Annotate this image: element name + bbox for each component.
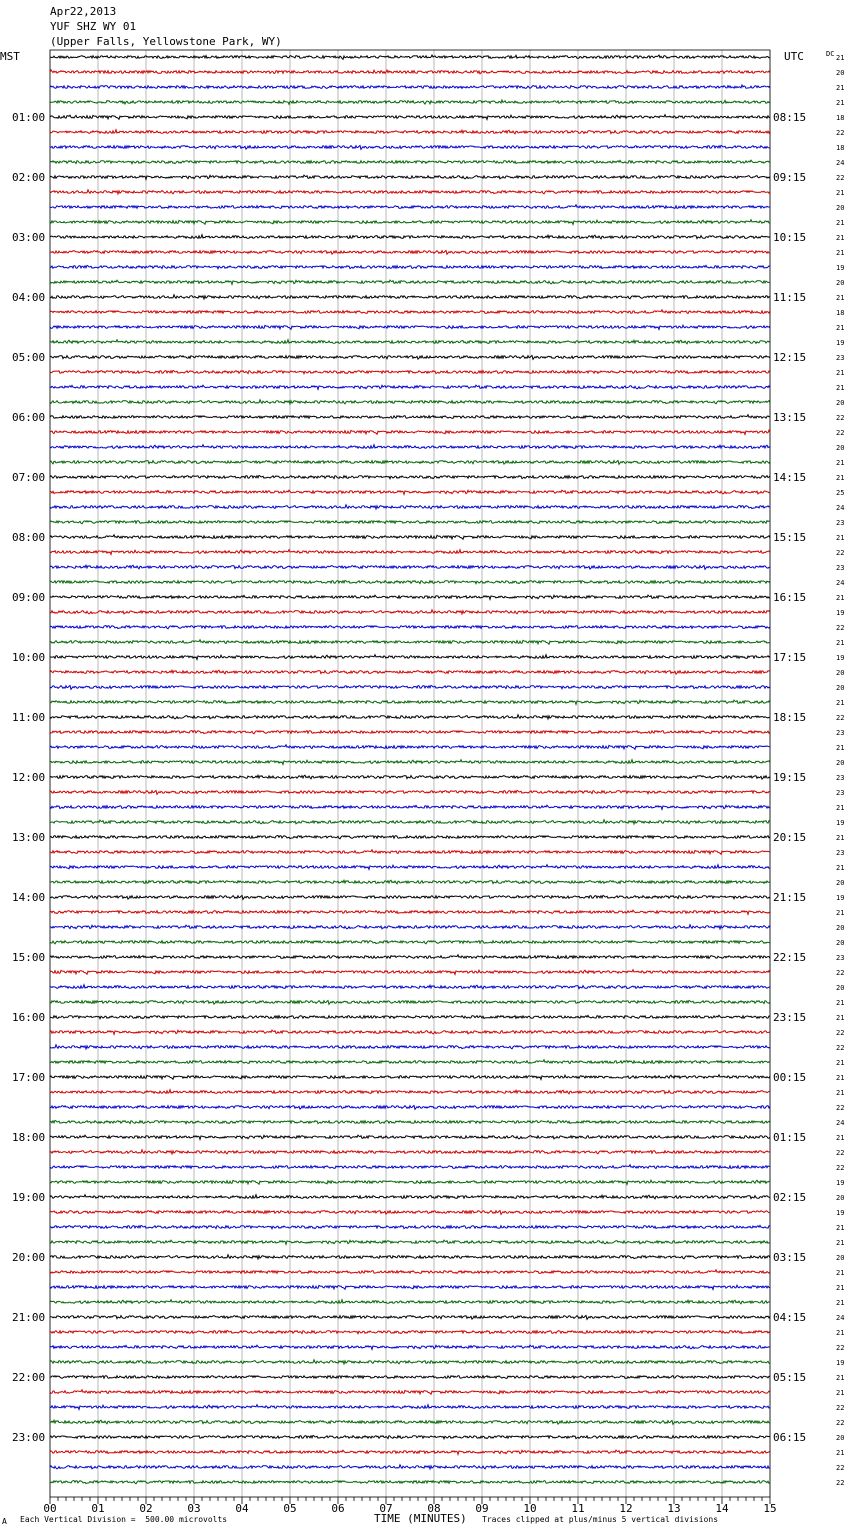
- seismic-trace: [50, 265, 770, 268]
- right-hour-label: 19:15: [773, 771, 807, 784]
- seismic-trace: [50, 430, 770, 434]
- right-hour-label: 09:15: [773, 171, 807, 184]
- seismic-trace: [50, 836, 770, 839]
- dc-offset-label: 22: [836, 129, 845, 137]
- seismic-trace: [50, 280, 770, 284]
- dc-offset-label: 21: [836, 1284, 845, 1292]
- seismic-trace: [50, 550, 770, 555]
- dc-offset-label: 21: [836, 639, 845, 647]
- seismic-trace: [50, 1015, 770, 1019]
- station-code: YUF SHZ WY 01: [50, 20, 137, 33]
- dc-offset-label: 19: [836, 609, 845, 617]
- seismic-trace: [50, 295, 770, 299]
- seismic-trace: [50, 895, 770, 899]
- dc-offset-label: 21: [836, 99, 845, 107]
- x-tick-label: 04: [235, 1502, 249, 1515]
- dc-offset-label: 21: [836, 234, 845, 242]
- seismic-trace: [50, 205, 770, 209]
- dc-offset-label: 21: [836, 189, 845, 197]
- dc-offset-label: 20: [836, 279, 845, 287]
- right-hour-label: 17:15: [773, 651, 807, 664]
- seismic-trace: [50, 1270, 770, 1274]
- dc-offset-label: 18: [836, 309, 845, 317]
- right-hour-label: 01:15: [773, 1131, 807, 1144]
- dc-offset-label: 23: [836, 519, 845, 527]
- dc-offset-label: 22: [836, 1149, 845, 1157]
- seismic-trace: [50, 70, 770, 74]
- station-location: (Upper Falls, Yellowstone Park, WY): [50, 35, 282, 48]
- seismic-trace: [50, 1360, 770, 1364]
- dc-offset-label: 22: [836, 1404, 845, 1412]
- dc-offset-label: 21: [836, 1239, 845, 1247]
- dc-offset-label: 20: [836, 444, 845, 452]
- dc-offset-label: 18: [836, 114, 845, 122]
- dc-offset-label: 19: [836, 894, 845, 902]
- left-hour-label: 11:00: [12, 711, 46, 724]
- right-hour-label: 11:15: [773, 291, 807, 304]
- seismic-trace: [50, 850, 770, 855]
- seismic-trace: [50, 1211, 770, 1215]
- seismic-trace: [50, 251, 770, 255]
- dc-offset-label: 21: [836, 699, 845, 707]
- dc-offset-label: 24: [836, 1119, 845, 1127]
- left-hour-label: 09:00: [12, 591, 46, 604]
- seismic-trace: [50, 1330, 770, 1333]
- dc-offset-label: 22: [836, 1344, 845, 1352]
- dc-offset-label: 20: [836, 759, 845, 767]
- seismic-trace: [50, 1195, 770, 1199]
- left-hour-label: 02:00: [12, 171, 46, 184]
- seismic-trace: [50, 1045, 770, 1049]
- seismic-trace: [50, 820, 770, 824]
- x-tick-label: 12: [619, 1502, 633, 1515]
- right-hour-label: 18:15: [773, 711, 807, 724]
- seismic-trace: [50, 175, 770, 179]
- left-hour-label: 15:00: [12, 951, 46, 964]
- dc-offset-label: 21: [836, 294, 845, 302]
- dc-offset-label: 21: [836, 54, 845, 62]
- dc-offset-label: 20: [836, 1434, 845, 1442]
- dc-offset-label: 21: [836, 909, 845, 917]
- dc-offset-label: 21: [836, 1074, 845, 1082]
- dc-offset-label: 20: [836, 69, 845, 77]
- right-hour-label: 23:15: [773, 1011, 807, 1024]
- x-tick-label: 00: [43, 1502, 57, 1515]
- dc-offset-label: 21: [836, 1374, 845, 1382]
- seismic-trace: [50, 685, 770, 689]
- seismic-trace: [50, 400, 770, 404]
- x-tick-label: 09: [475, 1502, 489, 1515]
- dc-offset-label: 21: [836, 534, 845, 542]
- x-tick-label: 06: [331, 1502, 345, 1515]
- seismic-trace: [50, 535, 770, 540]
- seismic-trace: [50, 445, 770, 449]
- dc-offset-label: 21: [836, 1449, 845, 1457]
- dc-offset-label: 20: [836, 1194, 845, 1202]
- right-hour-label: 06:15: [773, 1431, 807, 1444]
- seismic-trace: [50, 970, 770, 975]
- seismic-trace: [50, 1465, 770, 1469]
- left-hour-label: 01:00: [12, 111, 46, 124]
- seismic-trace: [50, 1450, 770, 1454]
- seismic-trace: [50, 475, 770, 478]
- right-hour-label: 12:15: [773, 351, 807, 364]
- left-timezone-label: MST: [0, 50, 20, 63]
- seismic-trace: [50, 310, 770, 314]
- right-hour-label: 03:15: [773, 1251, 807, 1264]
- x-tick-label: 10: [523, 1502, 537, 1515]
- seismic-trace: [50, 941, 770, 944]
- left-hour-label: 17:00: [12, 1071, 46, 1084]
- seismic-trace: [50, 880, 770, 884]
- footer-mark: A: [2, 1517, 7, 1526]
- dc-offset-label: 21: [836, 1269, 845, 1277]
- dc-offset-label: 18: [836, 144, 845, 152]
- x-axis-title: TIME (MINUTES): [374, 1512, 467, 1525]
- dc-offset-label: 19: [836, 339, 845, 347]
- left-hour-label: 14:00: [12, 891, 46, 904]
- seismic-trace: [50, 235, 770, 239]
- dc-offset-label: 21: [836, 1089, 845, 1097]
- dc-offset-label: 21: [836, 459, 845, 467]
- dc-offset-label: 21: [836, 1224, 845, 1232]
- seismic-trace: [50, 130, 770, 134]
- dc-offset-label: 21: [836, 474, 845, 482]
- dc-offset-label: 22: [836, 174, 845, 182]
- left-hour-label: 10:00: [12, 651, 46, 664]
- seismic-trace: [50, 190, 770, 194]
- seismic-trace: [50, 370, 770, 373]
- seismic-trace: [50, 1135, 770, 1139]
- dc-offset-label: 21: [836, 1059, 845, 1067]
- dc-offset-label: 21: [836, 369, 845, 377]
- dc-offset-label: 22: [836, 1419, 845, 1427]
- seismic-trace: [50, 731, 770, 734]
- dc-offset-label: 22: [836, 969, 845, 977]
- dc-offset-label: 23: [836, 564, 845, 572]
- seismic-trace: [50, 1075, 770, 1080]
- dc-offset-label: 19: [836, 1179, 845, 1187]
- dc-offset-label: 23: [836, 774, 845, 782]
- x-tick-label: 01: [91, 1502, 105, 1515]
- dc-offset-label: 23: [836, 789, 845, 797]
- seismic-trace: [50, 100, 770, 104]
- dc-offset-label: 20: [836, 669, 845, 677]
- left-hour-label: 19:00: [12, 1191, 46, 1204]
- seismic-trace: [50, 325, 770, 329]
- dc-offset-label: 22: [836, 1104, 845, 1112]
- dc-offset-label: 20: [836, 204, 845, 212]
- dc-offset-label: 22: [836, 414, 845, 422]
- seismic-trace: [50, 220, 770, 225]
- dc-offset-label: 19: [836, 654, 845, 662]
- dc-offset-label: 21: [836, 1014, 845, 1022]
- dc-offset-label: 21: [836, 1389, 845, 1397]
- dc-offset-label: 24: [836, 159, 845, 167]
- dc-offset-label: 20: [836, 924, 845, 932]
- dc-offset-label: 21: [836, 1134, 845, 1142]
- seismic-trace: [50, 385, 770, 389]
- seismic-trace: [50, 745, 770, 750]
- seismic-trace: [50, 1390, 770, 1395]
- dc-offset-label: 21: [836, 1299, 845, 1307]
- x-tick-label: 05: [283, 1502, 297, 1515]
- clip-note: Traces clipped at plus/minus 5 vertical divisions: [482, 1515, 719, 1524]
- seismic-trace: [50, 340, 770, 344]
- dc-offset-label: 22: [836, 1479, 845, 1487]
- right-hour-label: 14:15: [773, 471, 807, 484]
- dc-offset-label: 23: [836, 849, 845, 857]
- seismic-trace: [50, 1106, 770, 1110]
- seismic-trace: [50, 415, 770, 419]
- seismic-trace: [50, 160, 770, 164]
- dc-offset-label: 20: [836, 399, 845, 407]
- seismic-trace: [50, 715, 770, 719]
- right-hour-label: 15:15: [773, 531, 807, 544]
- left-hour-label: 20:00: [12, 1251, 46, 1264]
- seismic-trace: [50, 925, 770, 929]
- dc-offset-label: 24: [836, 579, 845, 587]
- dc-offset-label: 21: [836, 744, 845, 752]
- x-tick-label: 07: [379, 1502, 393, 1515]
- dc-offset-label: 20: [836, 984, 845, 992]
- left-hour-label: 13:00: [12, 831, 46, 844]
- seismic-trace: [50, 1300, 770, 1304]
- seismic-trace: [50, 1255, 770, 1259]
- dc-offset-label: 22: [836, 1464, 845, 1472]
- seismic-trace: [50, 1240, 770, 1244]
- left-hour-label: 16:00: [12, 1011, 46, 1024]
- seismic-trace: [50, 1285, 770, 1289]
- dc-offset-label: 19: [836, 1209, 845, 1217]
- seismic-trace: [50, 461, 770, 465]
- seismic-trace: [50, 910, 770, 914]
- dc-offset-label: 19: [836, 1359, 845, 1367]
- right-hour-label: 10:15: [773, 231, 807, 244]
- seismic-trace: [50, 1030, 770, 1034]
- dc-offset-label: 21: [836, 219, 845, 227]
- dc-offset-label: 22: [836, 1029, 845, 1037]
- dc-offset-label: 21: [836, 384, 845, 392]
- seismic-trace: [50, 356, 770, 360]
- seismic-trace: [50, 565, 770, 569]
- dc-offset-label: 22: [836, 429, 845, 437]
- vertical-scale-note: Each Vertical Division = 500.00 microvolts: [20, 1515, 228, 1524]
- x-tick-label: 08: [427, 1502, 441, 1515]
- right-hour-label: 04:15: [773, 1311, 807, 1324]
- seismic-trace: [50, 610, 770, 614]
- dc-offset-label: 22: [836, 1164, 845, 1172]
- dc-offset-label: 19: [836, 819, 845, 827]
- left-hour-label: 06:00: [12, 411, 46, 424]
- seismic-trace: [50, 626, 770, 629]
- right-timezone-label: UTC: [784, 50, 804, 63]
- x-tick-label: 14: [715, 1502, 729, 1515]
- dc-offset-label: 20: [836, 879, 845, 887]
- dc-offset-label: 23: [836, 354, 845, 362]
- dc-offset-label: 21: [836, 84, 845, 92]
- right-hour-label: 08:15: [773, 111, 807, 124]
- left-hour-label: 12:00: [12, 771, 46, 784]
- seismic-trace: [50, 1120, 770, 1123]
- left-hour-label: 03:00: [12, 231, 46, 244]
- x-tick-label: 03: [187, 1502, 201, 1515]
- seismic-trace: [50, 1376, 770, 1379]
- seismic-trace: [50, 1345, 770, 1349]
- dc-offset-label: 22: [836, 1044, 845, 1052]
- x-tick-label: 13: [667, 1502, 681, 1515]
- left-hour-label: 08:00: [12, 531, 46, 544]
- dc-header-label: DC: [826, 50, 835, 58]
- right-hour-label: 22:15: [773, 951, 807, 964]
- dc-offset-label: 23: [836, 729, 845, 737]
- dc-offset-label: 22: [836, 549, 845, 557]
- left-hour-label: 18:00: [12, 1131, 46, 1144]
- right-hour-label: 16:15: [773, 591, 807, 604]
- dc-offset-label: 21: [836, 804, 845, 812]
- seismic-trace: [50, 1000, 770, 1004]
- seismic-trace: [50, 1060, 770, 1064]
- seismic-trace: [50, 805, 770, 809]
- seismic-trace: [50, 1405, 770, 1410]
- seismic-trace: [50, 670, 770, 674]
- seismic-trace: [50, 1165, 770, 1169]
- left-hour-label: 04:00: [12, 291, 46, 304]
- left-hour-label: 07:00: [12, 471, 46, 484]
- dc-offset-label: 20: [836, 939, 845, 947]
- dc-offset-label: 22: [836, 624, 845, 632]
- seismic-trace: [50, 1090, 770, 1094]
- seismic-trace: [50, 1420, 770, 1424]
- seismic-trace: [50, 521, 770, 524]
- seismic-trace: [50, 760, 770, 765]
- dc-offset-label: 24: [836, 1314, 845, 1322]
- seismic-trace: [50, 865, 770, 870]
- seismic-trace: [50, 145, 770, 149]
- left-hour-label: 05:00: [12, 351, 46, 364]
- left-hour-label: 23:00: [12, 1431, 46, 1444]
- seismic-trace: [50, 985, 770, 989]
- seismic-trace: [50, 1435, 770, 1438]
- dc-offset-label: 24: [836, 504, 845, 512]
- right-hour-label: 20:15: [773, 831, 807, 844]
- dc-offset-label: 21: [836, 834, 845, 842]
- seismic-trace: [50, 1150, 770, 1154]
- dc-offset-label: 21: [836, 864, 845, 872]
- left-hour-label: 21:00: [12, 1311, 46, 1324]
- dc-offset-label: 25: [836, 489, 845, 497]
- seismic-trace: [50, 55, 770, 59]
- right-hour-label: 00:15: [773, 1071, 807, 1084]
- plot-date: Apr22,2013: [50, 5, 117, 18]
- dc-offset-label: 19: [836, 264, 845, 272]
- x-tick-label: 15: [763, 1502, 777, 1515]
- seismic-trace: [50, 595, 770, 599]
- seismic-trace: [50, 640, 770, 645]
- right-hour-label: 05:15: [773, 1371, 807, 1384]
- seismic-trace: [50, 1225, 770, 1228]
- seismic-trace: [50, 580, 770, 583]
- dc-offset-label: 22: [836, 714, 845, 722]
- right-hour-label: 21:15: [773, 891, 807, 904]
- seismic-trace: [50, 1180, 770, 1184]
- seismic-trace: [50, 955, 770, 959]
- right-hour-label: 13:15: [773, 411, 807, 424]
- seismic-trace: [50, 775, 770, 779]
- dc-offset-label: 21: [836, 999, 845, 1007]
- dc-offset-label: 20: [836, 1254, 845, 1262]
- seismic-trace: [50, 700, 770, 704]
- dc-offset-label: 21: [836, 1329, 845, 1337]
- right-hour-label: 02:15: [773, 1191, 807, 1204]
- seismic-trace: [50, 115, 770, 120]
- seismic-trace: [50, 1481, 770, 1484]
- left-hour-label: 22:00: [12, 1371, 46, 1384]
- dc-offset-label: 21: [836, 594, 845, 602]
- seismic-trace: [50, 505, 770, 509]
- seismic-trace: [50, 655, 770, 660]
- x-tick-label: 11: [571, 1502, 585, 1515]
- dc-offset-label: 20: [836, 684, 845, 692]
- seismic-trace: [50, 790, 770, 794]
- seismic-trace: [50, 490, 770, 494]
- dc-offset-label: 21: [836, 324, 845, 332]
- dc-offset-label: 21: [836, 249, 845, 257]
- seismic-trace: [50, 1316, 770, 1320]
- dc-offset-label: 23: [836, 954, 845, 962]
- x-tick-label: 02: [139, 1502, 153, 1515]
- seismic-trace: [50, 85, 770, 88]
